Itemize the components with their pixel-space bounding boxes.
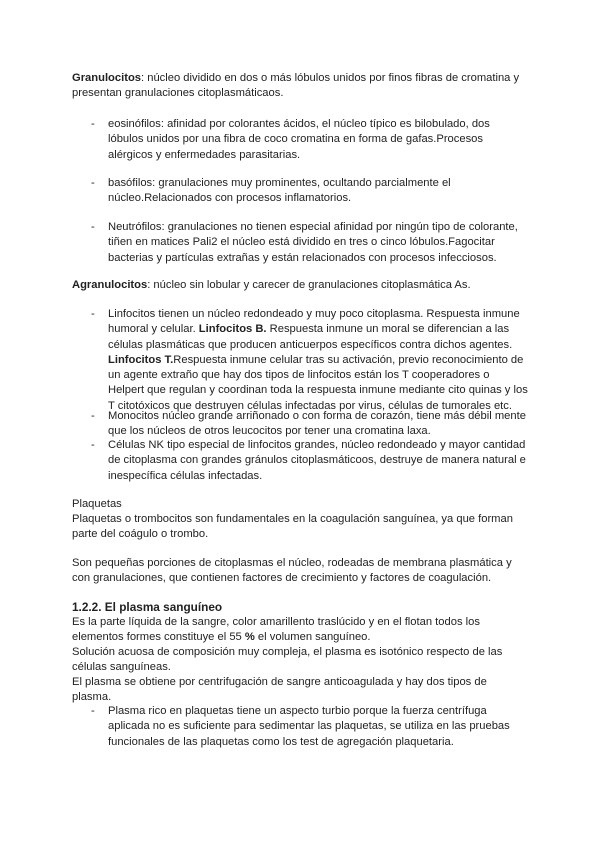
plasma-paragraph-3: El plasma se obtiene por centrifugación de sangre anticoagulada y hay dos tipos de plasma. (72, 676, 487, 704)
bullet-dash: - (91, 410, 95, 422)
plaquetas-title: Plaquetas (72, 498, 122, 510)
bullet-dash: - (91, 308, 95, 320)
plaquetas-paragraph-1: Plaquetas o trombocitos son fundamentales en la coagulación sanguínea, ya que forman parte del coágulo o trombo. (72, 513, 513, 541)
list-item-celulas-nk: Células NK tipo especial de linfocitos grandes, núcleo redondeado y mayor cantidad de citoplasma con grandes gránulos citoplasmáticoos, destruye de manera natural e inespecífica células infectadas. (108, 439, 526, 482)
plasma-text-1b: el volumen sanguíneo. (254, 631, 371, 644)
list-item-basofilos: basófilos: granulaciones muy prominentes, ocultando parcialmente el núcleo.Relacionados con procesos inflamatorios. (108, 177, 451, 205)
plasma-paragraph-1 (72, 615, 528, 646)
bullet-dash: - (91, 221, 95, 233)
bullet-dash: - (91, 118, 95, 130)
granulocitos-term: Granulocitos (72, 72, 141, 84)
section-heading-plasma: 1.2.2. El plasma sanguíneo (72, 600, 223, 614)
granulocitos-text: : núcleo dividido en dos o más lóbulos unidos por finos fibras de cromatina y presentan granulaciones citoplasmáticaos. (72, 72, 520, 100)
list-item-neutrofilos: Neutrófilos: granulaciones no tienen especial afinidad por ningún tipo de colorante, tiñen en matices Pali2 el núcleo está dividido en tres o cinco lóbulos.Fagocitar bacterias y partículas extrañas y están relacionados con procesos infecciosos. (108, 221, 518, 264)
plasma-paragraph-2: Solución acuosa de composición muy compleja, el plasma es isotónico respecto de las células sanguíneas. (72, 646, 503, 674)
list-item-linfocitos (108, 307, 528, 414)
list-item-plasma-rico: Plasma rico en plaquetas tiene un aspecto turbio porque la fuerza centrífuga aplicada no es suficiente para sedimentar las plaquetas, se utiliza en las pruebas funcionales de las plaquetas como los test de agregación plaquetaria. (108, 705, 510, 748)
linfocitos-text-2: Respuesta inmune un moral se diferencian a las células plasmáticas que producen anticuerpos específicos contra dichos agentes. (108, 323, 513, 351)
agranulocitos-text: : núcleo sin lobular y carecer de granulaciones citoplasmática As. (147, 279, 471, 291)
plasma-percent-sign: % (244, 631, 255, 644)
list-item-monocitos: Monocitos núcleo grande arriñonado o con forma de corazón, tiene más débil mente que los núcleos de otros leucocitos por tener una cromatina laxa. (108, 410, 526, 438)
bullet-dash: - (91, 439, 95, 451)
linfocitos-t-label: Linfocitos T. (108, 353, 174, 366)
plaquetas-paragraph-2: Son pequeñas porciones de citoplasmas el núcleo, rodeadas de membrana plasmática y con granulaciones, que contienen factores de crecimiento y factores de coagulación. (72, 557, 512, 585)
agranulocitos-paragraph (72, 278, 528, 293)
linfocitos-text-1: Linfocitos tienen un núcleo redondeado y muy poco citoplasma. Respuesta inmune humoral y celular. (108, 308, 520, 336)
bullet-dash: - (91, 705, 95, 717)
plasma-text-1a: Es la parte líquida de la sangre, color amarillento traslúcido y en el flotan todos los elementos formes constituye el 55 (72, 616, 480, 644)
linfocitos-text-3: Respuesta inmune celular tras su activación, previo reconocimiento de un agente extraño que hay dos tipos de linfocitos están los T cooperadores o Helpert que regulan y coordinan toda la respuesta inmune mediante cito quinas y los T citotóxicos que destruyen células infectadas por virus, células de tumorales etc. (108, 353, 528, 412)
bullet-dash: - (91, 177, 95, 189)
linfocitos-b-label: Linfocitos B. (198, 323, 267, 336)
granulocitos-paragraph (72, 71, 528, 102)
agranulocitos-term: Agranulocitos (72, 279, 148, 291)
list-item-eosinofilos: eosinófilos: afinidad por colorantes ácidos, el núcleo típico es bilobulado, dos lóbulos unidos por una fibra de coco cromatina en forma de gafas.Procesos alérgicos y enfermedades parasitarias. (108, 118, 490, 161)
